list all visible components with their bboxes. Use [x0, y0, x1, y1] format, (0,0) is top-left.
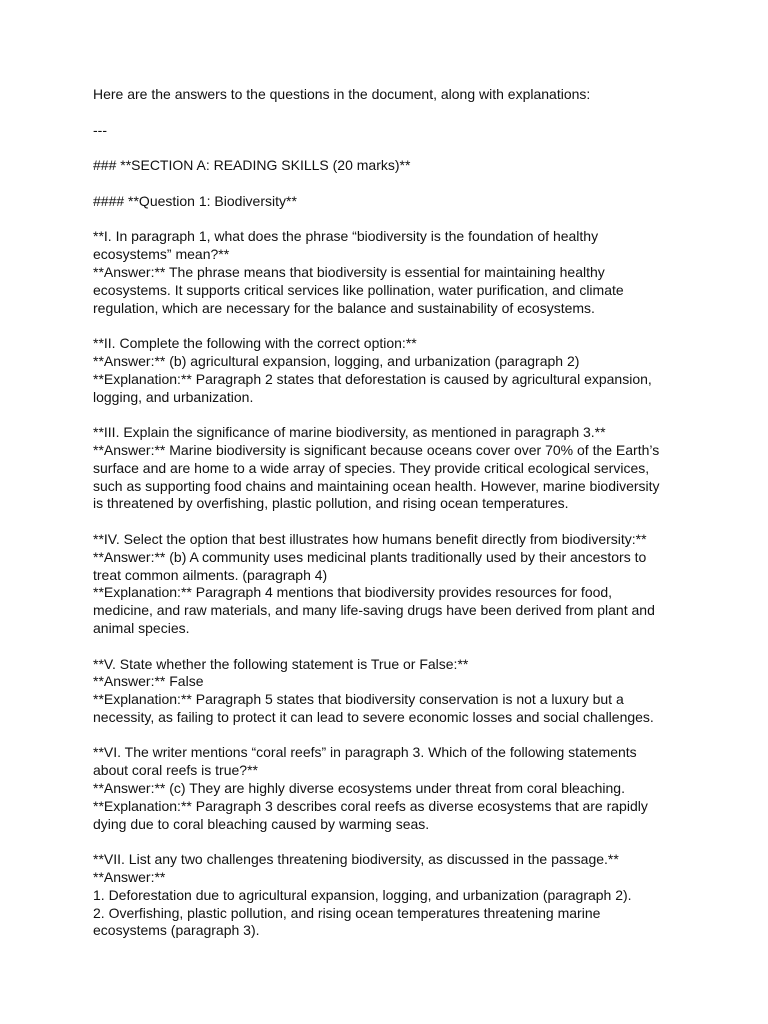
qa-block: [93, 335, 693, 406]
qa-block: [93, 656, 693, 727]
qa-line: 1. Deforestation due to agricultural expansion, logging, and urbanization (paragraph 2).: [93, 886, 632, 903]
spacer: [93, 211, 693, 229]
qa-block: [93, 424, 693, 513]
qa-line: ecosystems (paragraph 3).: [93, 922, 260, 939]
qa-line: dying due to coral bleaching caused by warming seas.: [93, 815, 430, 832]
qa-block: [93, 228, 693, 317]
qa-line: **I. In paragraph 1, what does the phrase “biodiversity is the foundation of healthy: [93, 228, 599, 245]
qa-line: about coral reefs is true?**: [93, 762, 258, 779]
qa-line: **Explanation:** Paragraph 2 states that deforestation is caused by agricultural expansion,: [93, 370, 652, 387]
qa-blocks: [93, 228, 693, 940]
qa-line: **VII. List any two challenges threatening biodiversity, as discussed in the passage.**: [93, 851, 619, 868]
qa-line: such as supporting food chains and maintaining ocean health. However, marine biodiversity: [93, 477, 660, 494]
qa-line: ecosystems” mean?**: [93, 246, 230, 263]
qa-line: **Explanation:** Paragraph 3 describes coral reefs as diverse ecosystems that are rapidly: [93, 797, 648, 814]
qa-line: **Explanation:** Paragraph 4 mentions that biodiversity provides resources for food,: [93, 584, 613, 601]
qa-line: medicine, and raw materials, and many life-saving drugs have been derived from plant and: [93, 602, 655, 619]
qa-line: animal species.: [93, 619, 190, 636]
qa-block: [93, 851, 693, 940]
spacer: [93, 175, 693, 193]
qa-line: surface and are home to a wide array of species. They provide critical ecological services,: [93, 459, 650, 476]
section-heading: ### **SECTION A: READING SKILLS (20 marks)**: [93, 157, 411, 174]
spacer: [93, 317, 693, 335]
spacer: [93, 513, 693, 531]
qa-line: **Answer:** False: [93, 673, 204, 690]
document-page: [93, 86, 693, 940]
separator: ---: [93, 121, 107, 138]
qa-line: **IV. Select the option that best illustrates how humans benefit directly from biodiversity:**: [93, 530, 647, 547]
qa-line: **II. Complete the following with the correct option:**: [93, 335, 417, 352]
qa-block: [93, 531, 693, 638]
qa-line: **Answer:** (b) agricultural expansion, logging, and urbanization (paragraph 2): [93, 352, 580, 369]
qa-line: regulation, which are necessary for the balance and sustainability of ecosystems.: [93, 299, 595, 316]
qa-line: ecosystems. It supports critical services like pollination, water purification, and climate: [93, 281, 624, 298]
spacer: [93, 139, 693, 157]
qa-line: logging, and urbanization.: [93, 388, 254, 405]
intro-text: Here are the answers to the questions in the document, along with explanations:: [93, 86, 591, 102]
qa-line: **Answer:** (c) They are highly diverse ecosystems under threat from coral bleaching.: [93, 780, 625, 797]
qa-line: **Answer:**: [93, 869, 166, 886]
qa-line: **VI. The writer mentions “coral reefs” in paragraph 3. Which of the following statements: [93, 744, 637, 761]
qa-line: 2. Overfishing, plastic pollution, and rising ocean temperatures threatening marine: [93, 904, 601, 921]
spacer: [93, 406, 693, 424]
qa-line: **Explanation:** Paragraph 5 states that biodiversity conservation is not a luxury but a: [93, 691, 624, 708]
spacer: [93, 727, 693, 745]
spacer: [93, 833, 693, 851]
qa-line: is threatened by overfishing, plastic pollution, and rising ocean temperatures.: [93, 495, 569, 512]
question-heading: #### **Question 1: Biodiversity**: [93, 192, 297, 209]
qa-line: necessity, as failing to protect it can lead to severe economic losses and social challenges.: [93, 708, 654, 725]
qa-line: **Answer:** Marine biodiversity is significant because oceans cover over 70% of the Earth’s: [93, 441, 660, 458]
qa-line: treat common ailments. (paragraph 4): [93, 566, 328, 583]
qa-line: **III. Explain the significance of marine biodiversity, as mentioned in paragraph 3.**: [93, 424, 606, 441]
qa-line: **Answer:** (b) A community uses medicinal plants traditionally used by their ancestors to: [93, 548, 647, 565]
qa-line: **Answer:** The phrase means that biodiversity is essential for maintaining healthy: [93, 263, 605, 280]
qa-block: [93, 744, 693, 833]
qa-line: **V. State whether the following statement is True or False:**: [93, 655, 469, 672]
spacer: [93, 104, 693, 122]
spacer: [93, 638, 693, 656]
